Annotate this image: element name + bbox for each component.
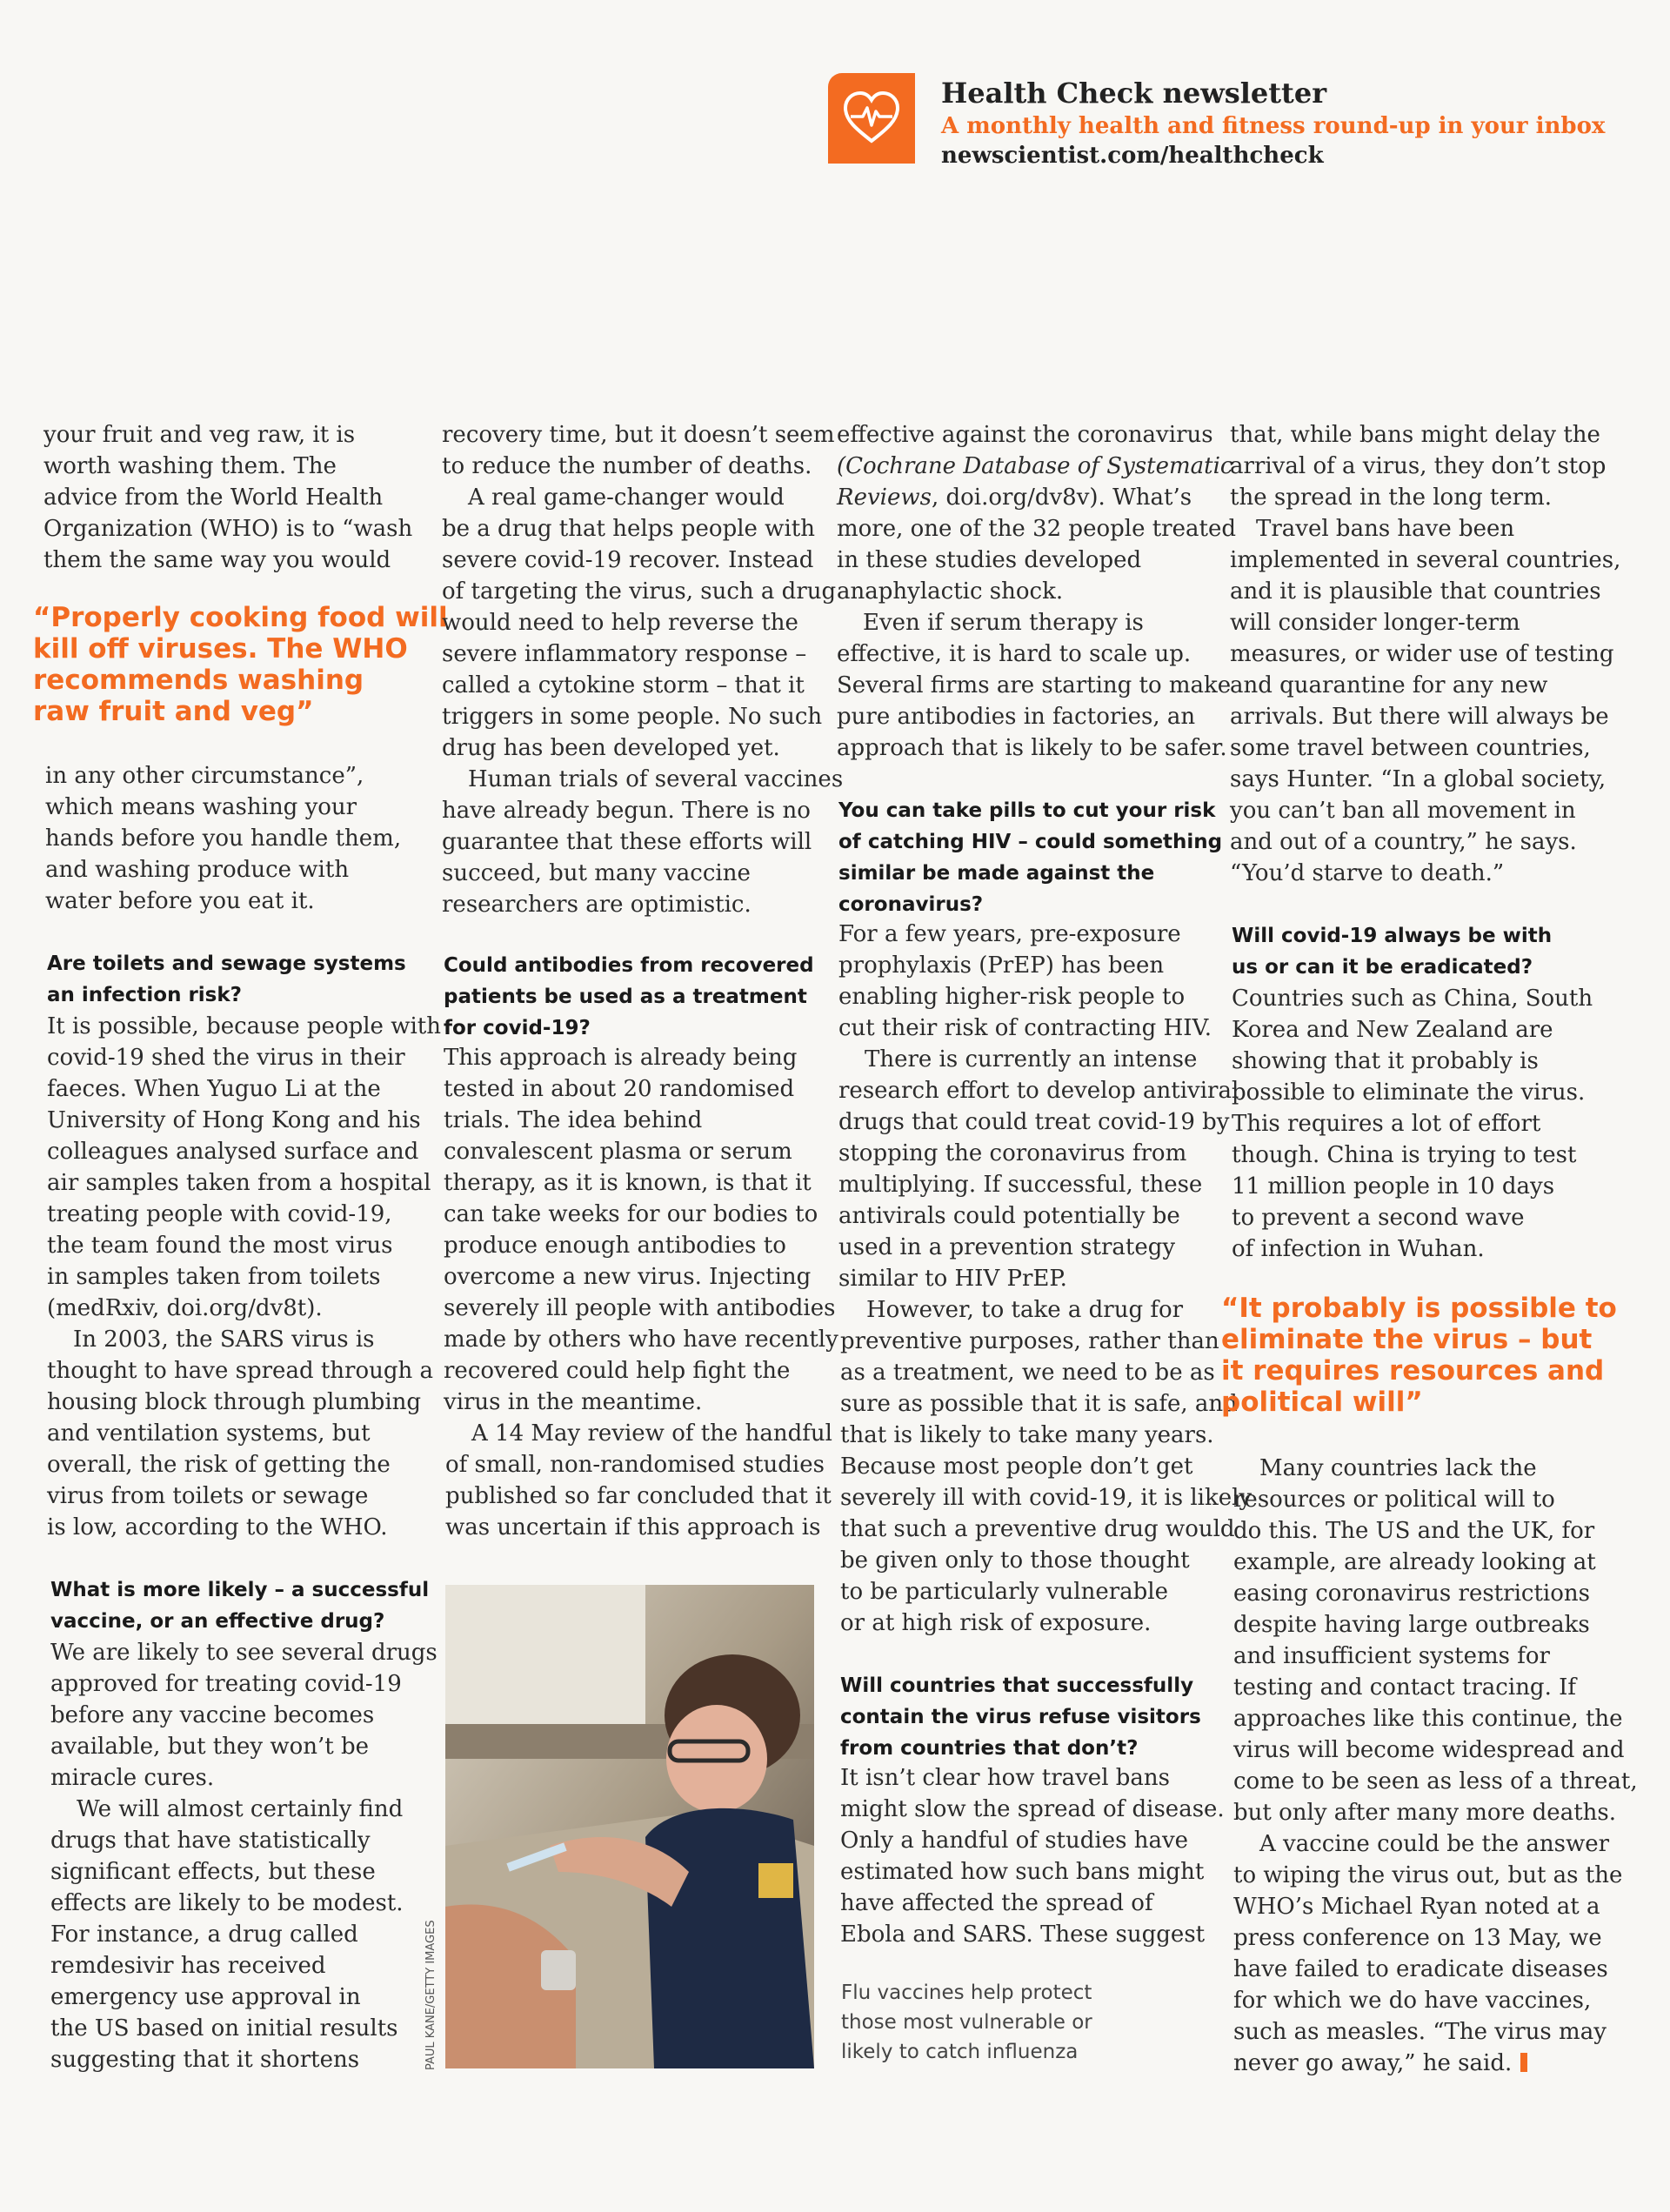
photo-credit: PAUL KANE/GETTY IMAGES	[424, 1920, 438, 2070]
text-line: possible to eliminate the virus.	[1232, 1079, 1586, 1106]
text-line: stopping the coronavirus from	[838, 1140, 1187, 1166]
text-line: overall, the risk of getting the	[47, 1452, 391, 1478]
text-line: have failed to eradicate diseases	[1233, 1956, 1608, 1982]
text-line: arrivals. But there will always be	[1230, 704, 1609, 730]
text-line: them the same way you would	[43, 547, 391, 573]
journal-citation: Reviews	[837, 485, 932, 511]
text-line: This approach is already being	[444, 1045, 798, 1071]
text-line: of targeting the virus, such a drug	[442, 578, 837, 605]
text-line: covid-19 shed the virus in their	[47, 1045, 405, 1071]
col4-paragraph-5	[1233, 1828, 1622, 2079]
text-line: example, are already looking at	[1233, 1549, 1596, 1575]
text-line: thought to have spread through a	[47, 1358, 434, 1384]
text-line: For instance, a drug called	[50, 1921, 358, 1948]
col4-paragraph-1	[1230, 419, 1606, 513]
text-line: such as measles. “The virus may	[1233, 2019, 1607, 2045]
text-line: convalescent plasma or serum	[444, 1139, 792, 1165]
text-line: and insufficient systems for	[1233, 1643, 1550, 1669]
quote-line: eliminate the virus – but	[1221, 1324, 1593, 1355]
text-line: cut their risk of contracting HIV.	[838, 1015, 1212, 1041]
text-line: triggers in some people. No such	[442, 704, 823, 730]
text-line: approved for treating covid-19	[50, 1671, 402, 1697]
photo-caption	[841, 1978, 1092, 2067]
quote-line: it requires resources and	[1221, 1355, 1605, 1387]
text-line: 11 million people in 10 days	[1232, 1173, 1555, 1200]
text-line: drugs that could treat covid-19 by	[838, 1109, 1230, 1135]
text-line: A real game-changer would	[468, 485, 785, 511]
text-line: therapy, as it is known, is that it	[444, 1170, 812, 1196]
text-line: Ebola and SARS. These suggest	[840, 1921, 1206, 1948]
text-line: do this. The US and the UK, for	[1233, 1518, 1595, 1544]
text-line: remdesivir has received	[50, 1953, 326, 1979]
col3-paragraph-3	[838, 919, 1212, 1044]
text-line: It is possible, because people with	[47, 1013, 441, 1039]
text-line: the spread in the long term.	[1230, 485, 1553, 511]
col3-paragraph-1	[837, 419, 1236, 607]
text-line: measures, or wider use of testing	[1230, 641, 1614, 667]
text-line: might slow the spread of disease.	[840, 1796, 1225, 1822]
text-line: overcome a new virus. Injecting	[444, 1264, 812, 1290]
text-line: tested in about 20 randomised	[444, 1076, 795, 1102]
quote-line: “It probably is possible to	[1221, 1293, 1617, 1324]
text-line: published so far concluded that it	[445, 1483, 832, 1509]
text-line: effects are likely to be modest.	[50, 1890, 404, 1916]
text-line: you can’t ban all movement in	[1230, 798, 1576, 824]
text-line: have already begun. There is no	[442, 798, 811, 824]
caption-line: Flu vaccines help protect	[841, 1981, 1092, 2004]
heading-line: for covid-19?	[444, 1017, 591, 1039]
text-line: that, while bans might delay the	[1230, 422, 1600, 448]
text-line: be given only to those thought	[840, 1547, 1190, 1574]
heading-line: similar be made against the	[838, 862, 1155, 885]
col4-paragraph-2	[1230, 513, 1620, 889]
pull-quote-2	[1221, 1293, 1617, 1418]
text-line: of small, non-randomised studies	[445, 1452, 825, 1478]
text-line: We will almost certainly find	[77, 1796, 404, 1822]
heading-line: Are toilets and sewage systems	[47, 952, 406, 975]
text-line: severely ill people with antibodies	[444, 1295, 836, 1321]
heading-line: patients be used as a treatment	[444, 986, 807, 1008]
col4-paragraph-4	[1233, 1453, 1638, 1828]
caption-line: likely to catch influenza	[841, 2041, 1079, 2063]
text-line: showing that it probably is	[1232, 1048, 1539, 1074]
text-line: the US based on initial results	[50, 2015, 398, 2042]
heading-line: You can take pills to cut your risk	[838, 799, 1216, 822]
text-line: We are likely to see several drugs	[50, 1640, 438, 1666]
subheading-eradicated	[1232, 920, 1552, 983]
text-line: before any vaccine becomes	[50, 1702, 375, 1728]
heading-line: vaccine, or an effective drug?	[50, 1610, 385, 1633]
text-line: for which we do have vaccines,	[1233, 1988, 1592, 2014]
text-line: will consider longer-term	[1230, 610, 1520, 636]
text-line: approaches like this continue, the	[1233, 1706, 1623, 1732]
subheading-visitors	[840, 1670, 1201, 1764]
text-line: the team found the most virus	[47, 1233, 393, 1259]
col2-paragraph-3	[442, 764, 843, 920]
col3-paragraph-4	[838, 1044, 1239, 1294]
text-line: press conference on 13 May, we	[1233, 1925, 1602, 1951]
text-line: similar to HIV PrEP.	[838, 1266, 1067, 1292]
col3-paragraph-6	[840, 1762, 1225, 1950]
text-line: produce enough antibodies to	[444, 1233, 786, 1259]
heading-line: from countries that don’t?	[840, 1737, 1139, 1760]
heading-line: an infection risk?	[47, 984, 243, 1006]
text-line: “You’d starve to death.”	[1230, 860, 1505, 886]
text-line: to reduce the number of deaths.	[442, 453, 812, 479]
text-line: researchers are optimistic.	[442, 892, 752, 918]
text-line: Even if serum therapy is	[863, 610, 1144, 636]
heading-line: Could antibodies from recovered	[444, 954, 814, 977]
text-line: available, but they won’t be	[50, 1734, 369, 1760]
text-line: some travel between countries,	[1230, 735, 1591, 761]
quote-line: kill off viruses. The WHO	[33, 633, 408, 665]
text-line: recovery time, but it doesn’t seem	[442, 422, 835, 448]
text-line: can take weeks for our bodies to	[444, 1201, 818, 1227]
text-line: miracle cures.	[50, 1765, 215, 1791]
text-line: testing and contact tracing. If	[1233, 1674, 1576, 1701]
text-line: was uncertain if this approach is	[445, 1514, 821, 1540]
quote-line: recommends washing	[33, 665, 364, 696]
text-line: This requires a lot of effort	[1232, 1111, 1541, 1137]
text-line: housing block through plumbing	[47, 1389, 422, 1415]
subheading-vaccine-or-drug	[50, 1574, 429, 1637]
journal-citation: (Cochrane Database of Systematic	[837, 453, 1233, 479]
newsletter-promo[interactable]	[828, 73, 1606, 169]
text-line: your fruit and veg raw, it is	[43, 422, 356, 448]
heading-line: Will covid-19 always be with	[1232, 925, 1553, 947]
quote-line: raw fruit and veg”	[33, 696, 314, 727]
col1-paragraph-3	[47, 1011, 441, 1324]
text-line: and out of a country,” he says.	[1230, 829, 1577, 855]
text-line: effective against the coronavirus	[837, 422, 1213, 448]
pull-quote-1	[33, 602, 448, 727]
text-line: drugs that have statistically	[50, 1828, 371, 1854]
text-line: that such a preventive drug would	[840, 1516, 1235, 1542]
text-line: , doi.org/dv8v). What’s	[931, 485, 1192, 511]
text-line: Organization (WHO) is to “wash	[43, 516, 413, 542]
text-line: prophylaxis (PrEP) has been	[838, 952, 1165, 979]
text-line: Only a handful of studies have	[840, 1828, 1189, 1854]
text-line: drug has been developed yet.	[442, 735, 780, 761]
text-line: treating people with covid-19,	[47, 1201, 392, 1227]
col2-paragraph-2	[442, 482, 836, 764]
col1-paragraph-6	[50, 1794, 404, 2075]
text-line: suggesting that it shortens	[50, 2047, 360, 2073]
col2-paragraph-4	[444, 1042, 838, 1418]
text-line: hands before you handle them,	[45, 825, 402, 852]
text-line: more, one of the 32 people treated	[837, 516, 1236, 542]
col1-paragraph-5	[50, 1637, 438, 1794]
text-line: There is currently an intense	[865, 1046, 1198, 1073]
text-line: worth washing them. The	[43, 453, 337, 479]
text-line: or at high risk of exposure.	[840, 1610, 1152, 1636]
text-line: virus from toilets or sewage	[47, 1483, 369, 1509]
text-line: and washing produce with	[45, 857, 350, 883]
col2-paragraph-5	[445, 1418, 832, 1543]
text-line: says Hunter. “In a global society,	[1230, 766, 1607, 792]
text-line: Countries such as China, South	[1232, 986, 1593, 1012]
end-of-article-mark	[1520, 2053, 1527, 2072]
text-line: in these studies developed	[837, 547, 1142, 573]
text-line: approach that is likely to be safer.	[837, 735, 1227, 761]
text-line: would need to help reverse the	[442, 610, 798, 636]
text-line: research effort to develop antiviral	[838, 1078, 1239, 1104]
text-line: called a cytokine storm – that it	[442, 672, 805, 698]
subheading-toilets	[47, 948, 406, 1011]
text-line: which means washing your	[45, 794, 357, 820]
text-line: effective, it is hard to scale up.	[837, 641, 1192, 667]
col3-paragraph-5	[840, 1294, 1252, 1639]
text-line: in samples taken from toilets	[47, 1264, 381, 1290]
text-line: A vaccine could be the answer	[1259, 1831, 1610, 1857]
col3-paragraph-2	[837, 607, 1231, 764]
text-line: used in a prevention strategy	[838, 1234, 1176, 1260]
text-line: trials. The idea behind	[444, 1107, 703, 1133]
text-line: in any other circumstance”,	[45, 763, 364, 789]
text-line: though. China is trying to test	[1232, 1142, 1577, 1168]
text-line: University of Hong Kong and his	[47, 1107, 421, 1133]
text-line: (medRxiv, doi.org/dv8t).	[47, 1295, 323, 1321]
subheading-hiv-pills	[838, 795, 1222, 920]
text-line: Korea and New Zealand are	[1232, 1017, 1553, 1043]
text-line: faeces. When Yuguo Li at the	[47, 1076, 381, 1102]
text-line: and quarantine for any new	[1230, 672, 1548, 698]
col2-paragraph-1	[442, 419, 834, 482]
text-line: implemented in several countries,	[1230, 547, 1621, 573]
text-line: made by others who have recently	[444, 1327, 838, 1353]
text-line: to be particularly vulnerable	[840, 1579, 1168, 1605]
col1-paragraph-1	[43, 419, 412, 576]
text-line: that is likely to take many years.	[840, 1422, 1214, 1448]
text-line: severe inflammatory response –	[442, 641, 807, 667]
vaccination-photo	[445, 1585, 814, 2068]
heart-pulse-icon	[828, 73, 915, 164]
text-line: Many countries lack the	[1259, 1455, 1537, 1481]
text-line: be a drug that helps people with	[442, 516, 815, 542]
text-line: of infection in Wuhan.	[1232, 1236, 1485, 1262]
text-line: to prevent a second wave	[1232, 1205, 1525, 1231]
text-line: Because most people don’t get	[840, 1454, 1193, 1480]
text-line: A 14 May review of the handful	[471, 1420, 832, 1447]
heading-line: us or can it be eradicated?	[1232, 956, 1533, 979]
text-line: enabling higher-risk people to	[838, 984, 1186, 1010]
text-line: Human trials of several vaccines	[468, 766, 844, 792]
text-line: guarantee that these efforts will	[442, 829, 812, 855]
text-line: resources or political will to	[1233, 1487, 1555, 1513]
quote-line: “Properly cooking food will	[33, 602, 448, 633]
text-line: succeed, but many vaccine	[442, 860, 751, 886]
text-line: anaphylactic shock.	[837, 578, 1064, 605]
text-line: virus will become widespread and	[1233, 1737, 1625, 1763]
text-line: pure antibodies in factories, an	[837, 704, 1196, 730]
heading-line: coronavirus?	[838, 893, 984, 916]
text-line: antivirals could potentially be	[838, 1203, 1180, 1229]
promo-title: Health Check newsletter	[941, 77, 1327, 110]
text-line: never go away,” he said.	[1233, 2050, 1513, 2076]
col1-paragraph-2	[45, 760, 401, 917]
promo-url-link[interactable]: newscientist.com/healthcheck	[941, 143, 1324, 169]
text-line: advice from the World Health	[43, 485, 384, 511]
text-line: In 2003, the SARS virus is	[73, 1327, 375, 1353]
text-line: is low, according to the WHO.	[47, 1514, 388, 1540]
text-line: WHO’s Michael Ryan noted at a	[1233, 1894, 1600, 1920]
quote-line: political will”	[1221, 1387, 1423, 1418]
text-line: air samples taken from a hospital	[47, 1170, 431, 1196]
text-line: sure as possible that it is safe, and	[840, 1391, 1238, 1417]
text-line: severe covid-19 recover. Instead	[442, 547, 814, 573]
text-line: have affected the spread of	[840, 1890, 1153, 1916]
heading-line: contain the virus refuse visitors	[840, 1706, 1201, 1728]
text-line: colleagues analysed surface and	[47, 1139, 419, 1165]
text-line: Several firms are starting to make	[837, 672, 1232, 698]
text-line: virus in the meantime.	[444, 1389, 703, 1415]
text-line: arrival of a virus, they don’t stop	[1230, 453, 1607, 479]
text-line: estimated how such bans might	[840, 1859, 1205, 1885]
heading-line: Will countries that successfully	[840, 1674, 1194, 1697]
heading-line: What is more likely – a successful	[50, 1579, 430, 1601]
text-line: but only after many more deaths.	[1233, 1800, 1616, 1826]
text-line: Travel bans have been	[1256, 516, 1515, 542]
caption-line: those most vulnerable or	[841, 2011, 1092, 2034]
text-line: recovered could help fight the	[444, 1358, 791, 1384]
text-line: multiplying. If successful, these	[838, 1172, 1203, 1198]
text-line: For a few years, pre-exposure	[838, 921, 1181, 947]
text-line: come to be seen as less of a threat,	[1233, 1768, 1638, 1794]
promo-subtitle: A monthly health and fitness round-up in your inbox	[941, 113, 1606, 139]
text-line: preventive purposes, rather than	[840, 1328, 1219, 1354]
col4-paragraph-3	[1232, 983, 1593, 1265]
text-line: It isn’t clear how travel bans	[840, 1765, 1171, 1791]
col1-paragraph-4	[47, 1324, 433, 1543]
heading-line: of catching HIV – could something	[838, 831, 1223, 853]
subheading-antibodies	[444, 950, 814, 1044]
text-line: significant effects, but these	[50, 1859, 376, 1885]
text-line: despite having large outbreaks	[1233, 1612, 1590, 1638]
text-line: easing coronavirus restrictions	[1233, 1580, 1590, 1607]
text-line: to wiping the virus out, but as the	[1233, 1862, 1623, 1888]
text-line: emergency use approval in	[50, 1984, 361, 2010]
text-line: and ventilation systems, but	[47, 1420, 371, 1447]
text-line: and it is plausible that countries	[1230, 578, 1601, 605]
text-line: However, to take a drug for	[866, 1297, 1184, 1323]
text-line: as a treatment, we need to be as	[840, 1360, 1215, 1386]
text-line: severely ill with covid-19, it is likely	[840, 1485, 1252, 1511]
text-line: water before you eat it.	[45, 888, 315, 914]
